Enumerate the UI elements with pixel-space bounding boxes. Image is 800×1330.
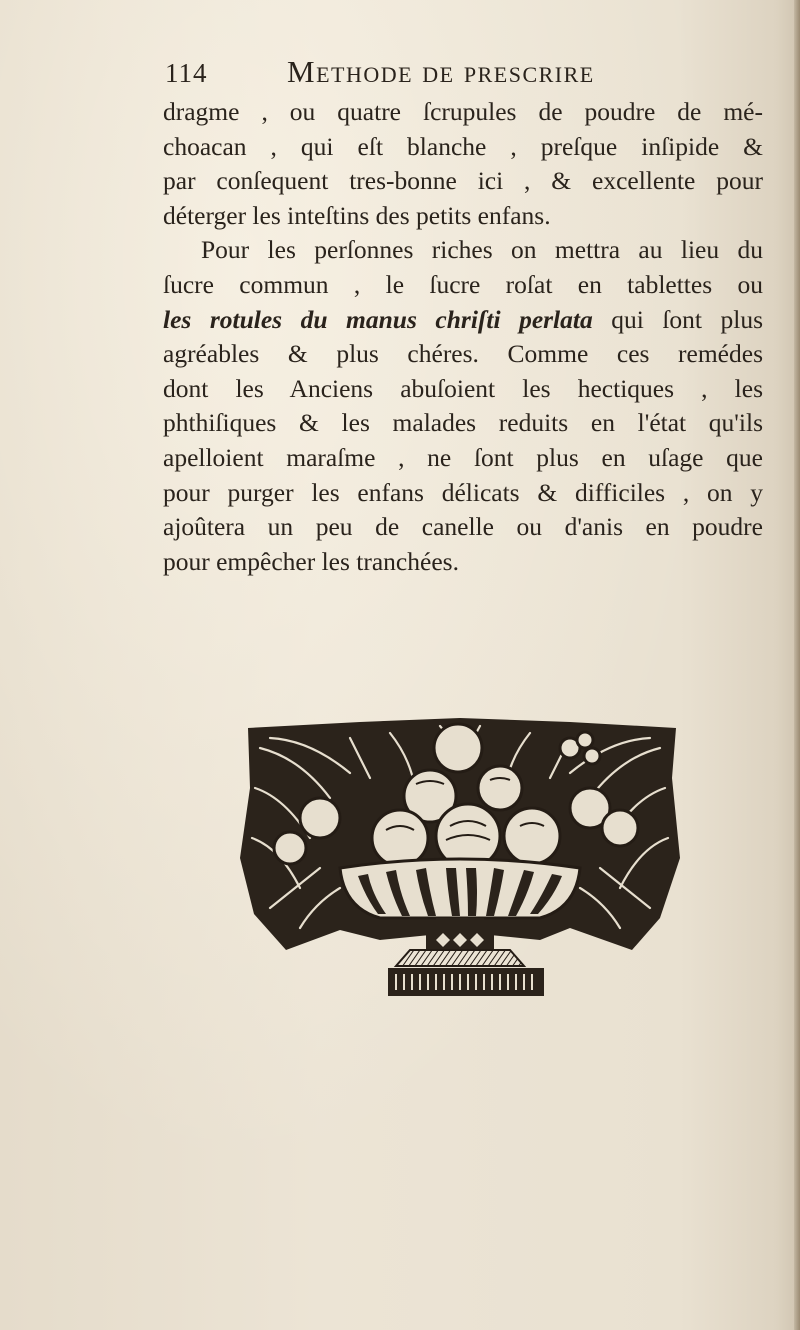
text-line: dragme , ou quatre ſcrupules de poudre de mé- bbox=[163, 97, 763, 126]
text-line: déterger les inteſtins des petits enfans. bbox=[163, 200, 551, 230]
text-line: pour purger les enfans délicats & difficiles , on y bbox=[163, 477, 763, 507]
text-line: dont les Anciens abuſoient les hectiques , les bbox=[163, 373, 763, 403]
text-line: par conſequent tres-bonne ici , & excellente pour bbox=[163, 166, 763, 196]
text-line: choacan , qui eſt blanche , preſque inſipide & bbox=[163, 131, 763, 161]
page-header bbox=[165, 54, 765, 94]
text-line: ſucre commun , le ſucre roſat en tablettes ou bbox=[163, 269, 763, 299]
paragraph-start-line: Pour les perſonnes riches on mettra au lieu du bbox=[201, 235, 763, 265]
text-line: phthiſiques & les malades reduits en l'état qu'ils bbox=[163, 408, 763, 438]
running-title: Methode de prescrire bbox=[287, 54, 595, 89]
fruit-basket-woodcut-icon bbox=[240, 718, 680, 1000]
body-text bbox=[163, 95, 763, 579]
text-line: agréables & plus chéres. Comme ces remédes bbox=[163, 339, 763, 369]
text-line: pour empêcher les tranchées. bbox=[163, 546, 459, 576]
text-segment: qui ſont plus bbox=[592, 304, 763, 334]
text-line bbox=[163, 303, 763, 338]
text-line: ajoûtera un peu de canelle ou d'anis en poudre bbox=[163, 512, 763, 542]
page-edge-shadow bbox=[794, 0, 800, 1330]
page-number: 114 bbox=[165, 58, 208, 88]
italic-phrase: les rotules du manus chriſti perlata bbox=[163, 304, 593, 334]
text-line: apelloient maraſme , ne ſont plus en uſage que bbox=[163, 442, 763, 472]
